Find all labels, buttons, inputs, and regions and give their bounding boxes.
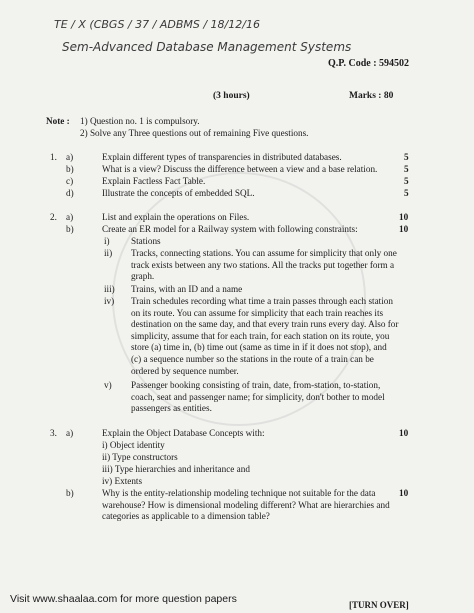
q2-sub-iv-label: iv): [104, 296, 115, 306]
q2-sub-iv-text: Train schedules recording what time a train passes through each station on its route. You can assume for simplicity that each train reaches its destination on the same day, and that every train runs every day. Also for simplicity, assume that for each train, for each station on its route, you store (a) time in, (b) time out (same as time in if it does not stop), and (c) a sequence number so the stations in the route of a train can be ordered by sequence number.: [131, 296, 399, 376]
footer-website-link[interactable]: Visit www.shaalaa.com for more question papers: [10, 593, 237, 605]
total-marks: Marks : 80: [349, 91, 394, 101]
q1-a-text: Explain different types of transparencies in distributed databases.: [102, 152, 342, 162]
q3-sub-iii: iii) Type hierarchies and inheritance and: [102, 464, 250, 474]
turn-over-label: [TURN OVER]: [349, 600, 409, 610]
note-item-1: 1) Question no. 1 is compulsory.: [80, 116, 200, 126]
q2-sub-ii-text: Tracks, connecting stations. You can assume for simplicity that only one track exists between any two stations. All the tracks put together form a graph.: [131, 248, 397, 282]
q3-b-marks: 10: [399, 488, 409, 498]
q2-sub-iii-text: Trains, with an ID and a name: [131, 284, 243, 294]
q1-a-marks: 5: [404, 152, 409, 162]
q3-sub-iv: iv) Extents: [102, 476, 143, 486]
q3-a-label: a): [66, 428, 74, 438]
q1-c-text: Explain Factless Fact Table.: [102, 176, 206, 186]
q1-c-marks: 5: [404, 176, 409, 186]
qp-code: Q.P. Code : 594502: [328, 58, 410, 69]
q1-b-label: b): [66, 164, 74, 174]
q2-a-marks: 10: [399, 212, 409, 222]
q3-sub-i: i) Object identity: [102, 440, 165, 450]
q1-c-label: c): [66, 176, 74, 186]
duration: (3 hours): [213, 91, 250, 101]
note-item-2: 2) Solve any Three questions out of remaining Five questions.: [80, 128, 309, 138]
q2-b-text: Create an ER model for a Railway system with following constraints:: [102, 224, 358, 234]
q2-a-label: a): [66, 212, 74, 222]
q1-d-label: d): [66, 188, 74, 198]
handwritten-course-line: TE / X (CBGS / 37 / ADBMS / 18/12/16: [54, 18, 260, 31]
q1-d-text: Illustrate the concepts of embedded SQL.: [102, 188, 255, 198]
q3-b-label: b): [66, 488, 74, 498]
q2-sub-i-text: Stations: [131, 236, 161, 246]
q3-number: 3.: [50, 428, 57, 438]
q2-sub-iii-label: iii): [104, 284, 115, 294]
q2-b-label: b): [66, 224, 74, 234]
q2-b-marks: 10: [399, 224, 409, 234]
handwritten-subject-line: Sem-Advanced Database Management Systems: [62, 40, 352, 54]
q2-number: 2.: [50, 212, 57, 222]
q1-b-text: What is a view? Discuss the difference between a view and a base relation.: [102, 164, 378, 174]
q2-sub-v-label: v): [104, 380, 112, 390]
q3-a-marks: 10: [399, 428, 409, 438]
q3-b-text: Why is the entity-relationship modeling technique not suitable for the data warehouse? How is dimensional modeling different? What are hierarchies and categories as applicable to a dimension table?: [102, 488, 390, 522]
q1-number: 1.: [50, 152, 57, 162]
q1-a-label: a): [66, 152, 74, 162]
q2-a-text: List and explain the operations on Files.: [102, 212, 250, 222]
q3-sub-ii: ii) Type constructors: [102, 452, 178, 462]
note-label: Note :: [46, 116, 70, 126]
q2-sub-ii-label: ii): [104, 248, 113, 258]
q1-d-marks: 5: [404, 188, 409, 198]
q3-a-text: Explain the Object Database Concepts with:: [102, 428, 265, 438]
q1-b-marks: 5: [404, 164, 409, 174]
q2-sub-i-label: i): [104, 236, 110, 246]
q2-sub-v-text: Passenger booking consisting of train, date, from-station, to-station, coach, seat and passenger name; for simplicity, don't bother to model passengers as entities.: [131, 380, 385, 414]
